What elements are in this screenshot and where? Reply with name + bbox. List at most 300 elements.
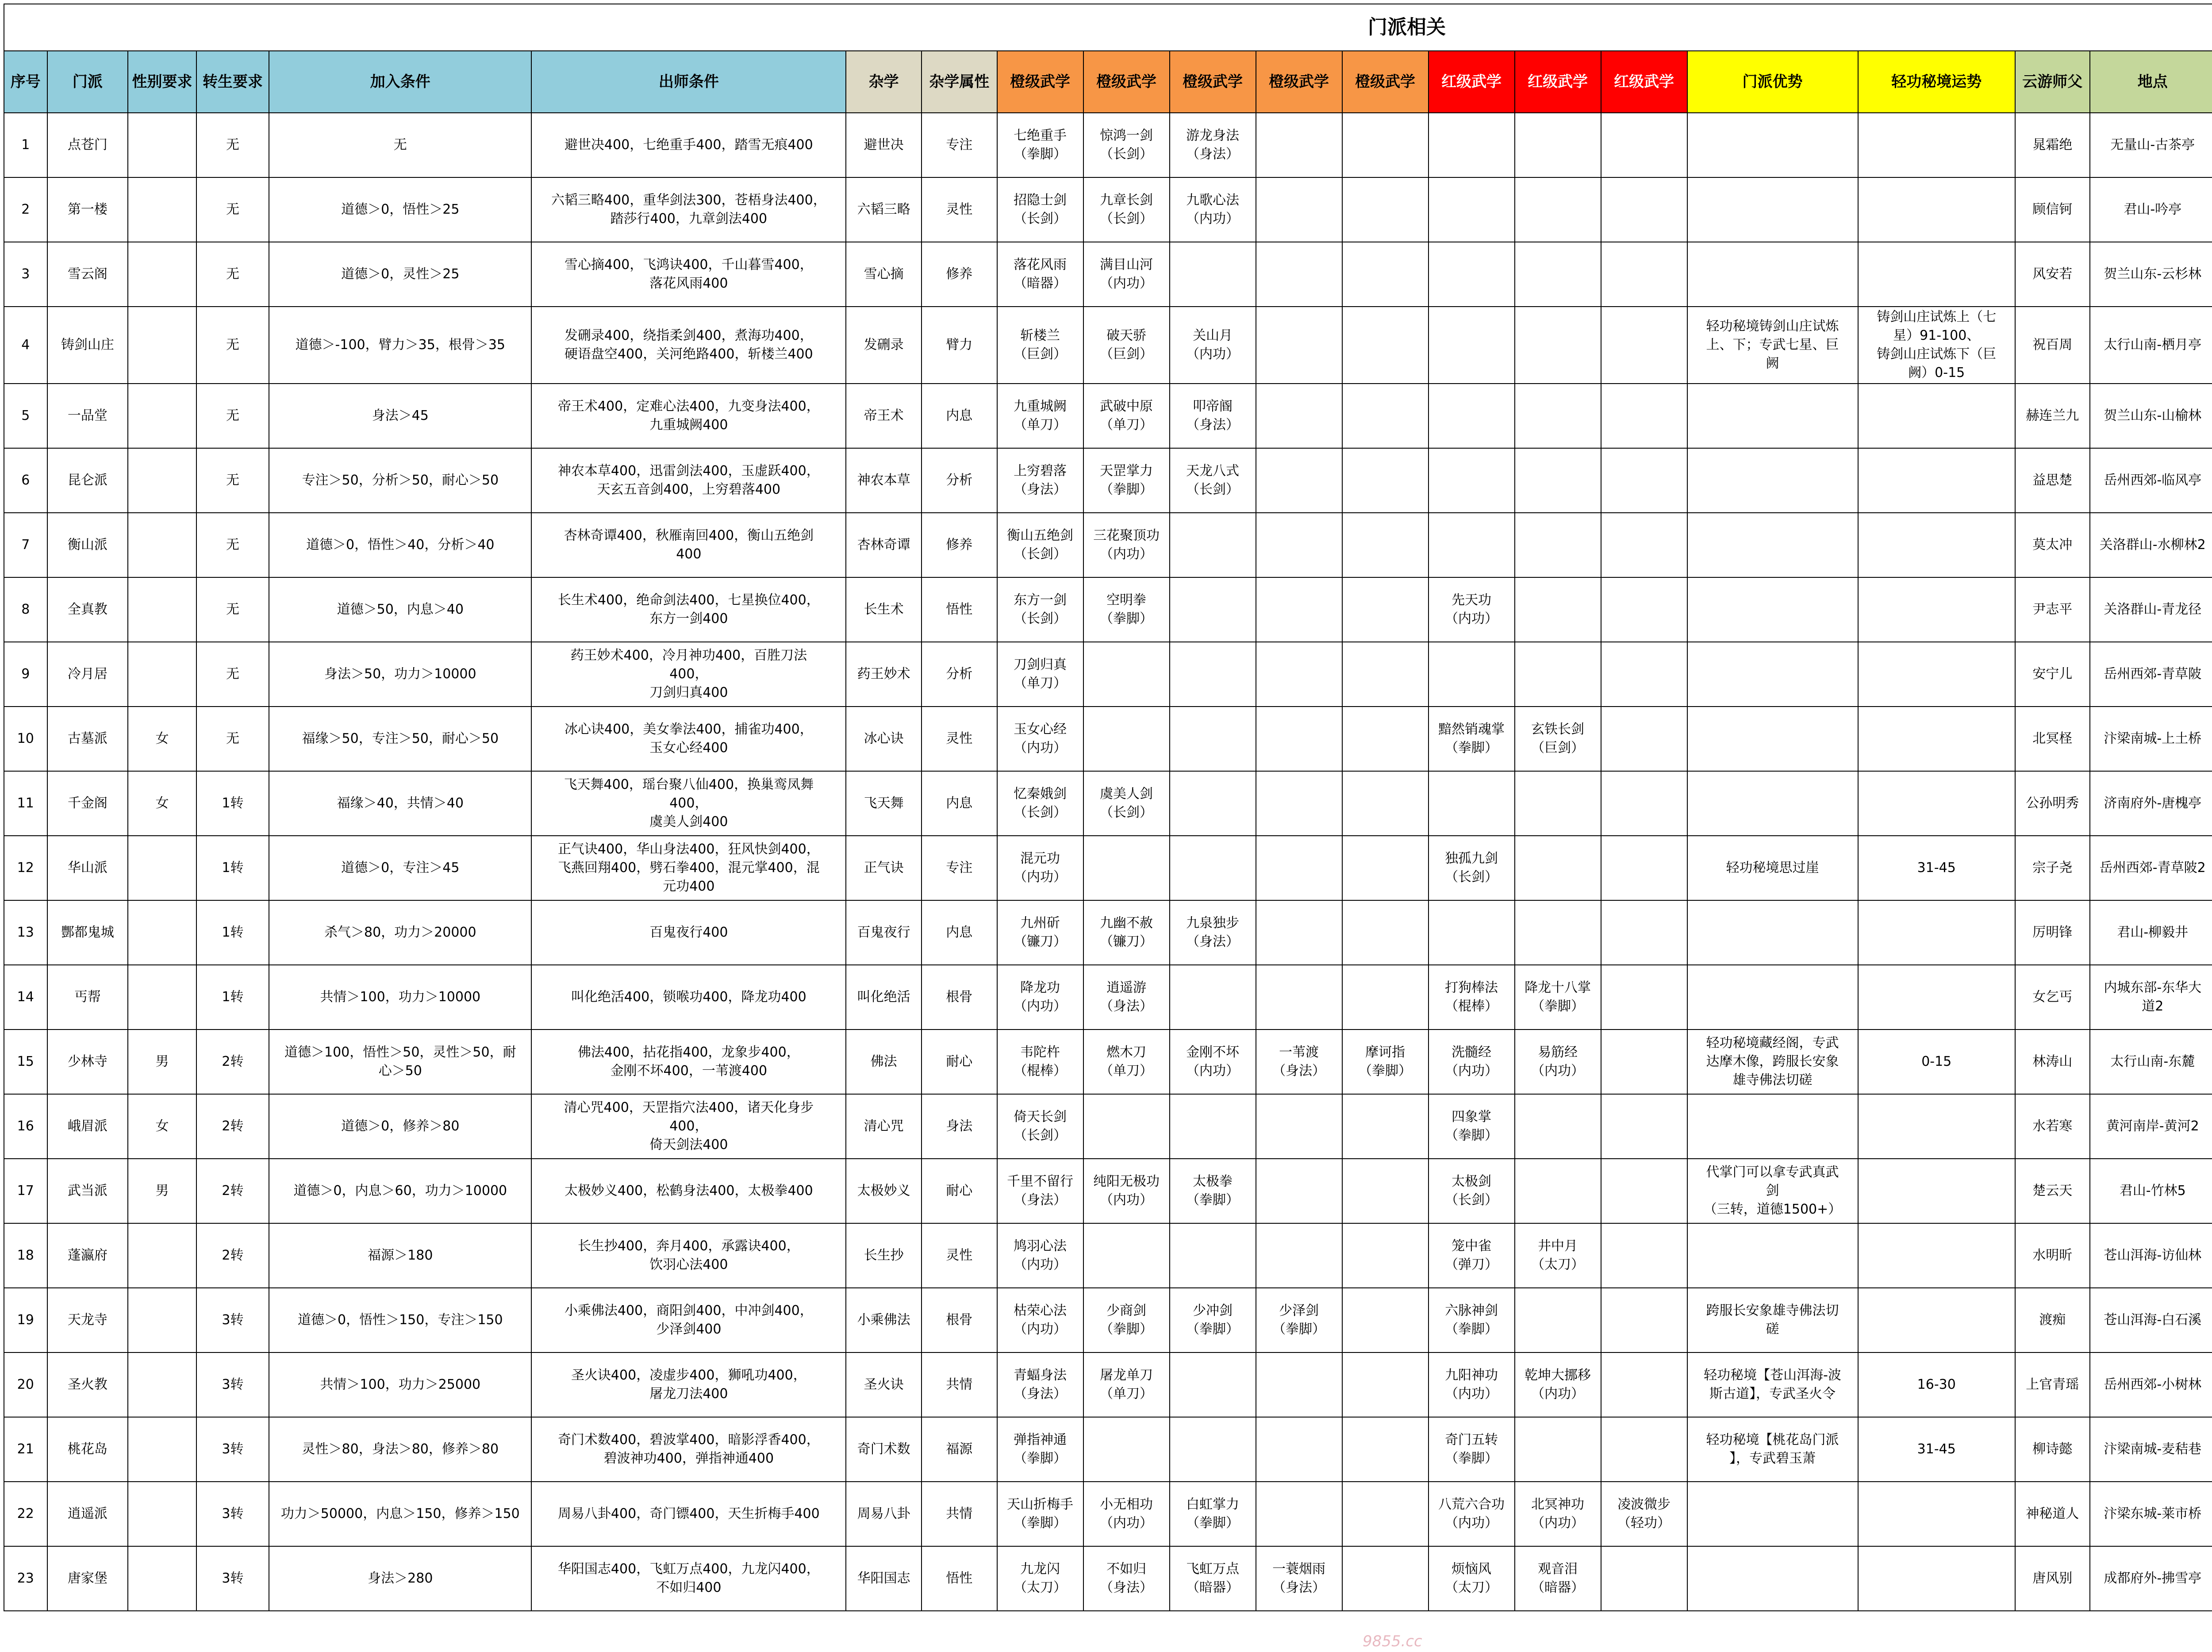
table-body — [4, 113, 2212, 1611]
table-cell — [1083, 642, 1170, 707]
table-cell — [1083, 1417, 1170, 1482]
table-cell: 招隐士剑 （长剑） — [997, 177, 1083, 242]
table-row — [4, 177, 2212, 242]
table-cell: 道德＞0，悟性＞40，分析＞40 — [269, 513, 531, 577]
table-cell — [1515, 177, 1601, 242]
table-cell — [1515, 577, 1601, 642]
table-cell — [128, 642, 196, 707]
table-cell: 道德＞50，内息＞40 — [269, 577, 531, 642]
table-cell: 19 — [4, 1288, 47, 1352]
table-cell: 女 — [128, 1094, 196, 1159]
table-cell — [1858, 1094, 2015, 1159]
table-cell: 宗子尧 — [2015, 836, 2090, 900]
table-cell: 身法＞45 — [269, 384, 531, 448]
table-row — [4, 384, 2212, 448]
table-cell: 内城东部-东华大 道2 — [2090, 965, 2212, 1030]
table-cell: 岳州西郊-临风亭 — [2090, 448, 2212, 513]
table-cell — [1858, 900, 2015, 965]
table-cell — [1858, 577, 2015, 642]
table-cell — [1601, 1159, 1687, 1223]
column-header: 门派 — [47, 51, 128, 113]
table-cell: 3转 — [196, 1288, 269, 1352]
table-cell: 帝王术 — [846, 384, 922, 448]
table-cell: 金刚不坏 （内功） — [1170, 1030, 1256, 1094]
table-cell: 杏林奇谭400，秋雁南回400，衡山五绝剑 400 — [531, 513, 846, 577]
table-cell: 避世决 — [846, 113, 922, 177]
table-cell: 降龙十八掌 （拳脚） — [1515, 965, 1601, 1030]
table-cell: 弹指神通 （拳脚） — [997, 1417, 1083, 1482]
table-cell — [1429, 177, 1515, 242]
table-cell — [1342, 1288, 1429, 1352]
table-cell — [1256, 307, 1342, 384]
table-cell: 水若寒 — [2015, 1094, 2090, 1159]
table-cell: 内息 — [922, 900, 997, 965]
table-cell — [1601, 577, 1687, 642]
table-cell: 关洛群山-水柳林2 — [2090, 513, 2212, 577]
table-row — [4, 900, 2212, 965]
table-cell: 祝百周 — [2015, 307, 2090, 384]
table-cell: 轻功秘境思过崖 — [1687, 836, 1858, 900]
table-cell — [1687, 771, 1858, 836]
table-cell: 叩帝阍 （身法） — [1170, 384, 1256, 448]
table-cell: 六韬三略 — [846, 177, 922, 242]
column-header: 出师条件 — [531, 51, 846, 113]
table-cell: 洗髓经 （内功） — [1429, 1030, 1515, 1094]
table-cell — [1170, 836, 1256, 900]
table-cell — [1858, 1288, 2015, 1352]
table-cell: 发硎录400，绕指柔剑400，煮海功400， 硬语盘空400，关河绝路400，斩楼兰400 — [531, 307, 846, 384]
table-cell: 小无相功 （内功） — [1083, 1482, 1170, 1546]
table-cell — [1170, 1352, 1256, 1417]
table-cell: 成都府外-拂雪亭 — [2090, 1546, 2212, 1611]
table-cell: 轻功秘境铸剑山庄试炼 上、下；专武七星、巨 阙 — [1687, 307, 1858, 384]
table-cell — [1858, 448, 2015, 513]
table-cell: 长生术 — [846, 577, 922, 642]
table-cell — [1601, 1030, 1687, 1094]
table-row — [4, 113, 2212, 177]
table-cell: 一蓑烟雨 （身法） — [1256, 1546, 1342, 1611]
table-cell — [1687, 177, 1858, 242]
table-cell: 黯然销魂掌 （拳脚） — [1429, 707, 1515, 771]
table-cell — [1083, 707, 1170, 771]
column-header: 红级武学 — [1515, 51, 1601, 113]
table-cell — [1256, 1482, 1342, 1546]
table-cell — [1256, 771, 1342, 836]
table-cell: 神秘道人 — [2015, 1482, 2090, 1546]
table-cell: 汴梁南城-上土桥 — [2090, 707, 2212, 771]
table-cell: 4 — [4, 307, 47, 384]
table-cell: 岳州西郊-青草陂 — [2090, 642, 2212, 707]
table-cell: 帝王术400，定难心法400，九变身法400， 九重城阙400 — [531, 384, 846, 448]
sect-table — [4, 4, 2212, 1611]
table-cell: 太行山南-东麓 — [2090, 1030, 2212, 1094]
table-cell: 蓬瀛府 — [47, 1223, 128, 1288]
table-cell: 笼中雀 （弹刀） — [1429, 1223, 1515, 1288]
table-cell: 六脉神剑 （拳脚） — [1429, 1288, 1515, 1352]
table-cell: 神农本草 — [846, 448, 922, 513]
table-cell: 圣火诀400，凌虚步400，狮吼功400， 屠龙刀法400 — [531, 1352, 846, 1417]
table-row — [4, 513, 2212, 577]
table-cell: 无 — [196, 642, 269, 707]
table-cell: 飞天舞 — [846, 771, 922, 836]
table-cell: 少林寺 — [47, 1030, 128, 1094]
table-cell: 道德＞0，修养＞80 — [269, 1094, 531, 1159]
table-cell: 四象掌 （拳脚） — [1429, 1094, 1515, 1159]
table-cell — [1687, 242, 1858, 307]
table-cell: 衡山派 — [47, 513, 128, 577]
column-header: 橙级武学 — [1170, 51, 1256, 113]
table-cell — [1858, 707, 2015, 771]
table-cell: 杀气＞80，功力＞20000 — [269, 900, 531, 965]
table-cell: 上官青瑶 — [2015, 1352, 2090, 1417]
table-cell — [128, 513, 196, 577]
table-cell: 无 — [196, 177, 269, 242]
table-cell: 1转 — [196, 965, 269, 1030]
table-cell: 华阳国志 — [846, 1546, 922, 1611]
column-header: 红级武学 — [1429, 51, 1515, 113]
table-cell — [1429, 900, 1515, 965]
table-cell: 晁霜绝 — [2015, 113, 2090, 177]
table-cell — [1342, 1482, 1429, 1546]
table-cell — [1429, 307, 1515, 384]
table-cell: 杏林奇谭 — [846, 513, 922, 577]
table-cell — [1601, 177, 1687, 242]
table-cell: 灵性＞80，身法＞80，修养＞80 — [269, 1417, 531, 1482]
table-cell: 功力＞50000，内息＞150，修养＞150 — [269, 1482, 531, 1546]
table-cell: 百鬼夜行400 — [531, 900, 846, 965]
table-cell — [1601, 242, 1687, 307]
table-row — [4, 1482, 2212, 1546]
table-cell — [1429, 242, 1515, 307]
table-cell: 5 — [4, 384, 47, 448]
table-cell: 道德＞0，悟性＞150，专注＞150 — [269, 1288, 531, 1352]
table-cell: 君山-竹林5 — [2090, 1159, 2212, 1223]
table-cell: 身法＞280 — [269, 1546, 531, 1611]
table-cell: 岳州西郊-小树林 — [2090, 1352, 2212, 1417]
table-cell: 6 — [4, 448, 47, 513]
table-cell: 轻功秘境【苍山洱海-波 斯古道】，专武圣火令 — [1687, 1352, 1858, 1417]
table-cell — [1342, 577, 1429, 642]
table-cell: 尹志平 — [2015, 577, 2090, 642]
table-row — [4, 577, 2212, 642]
table-cell: 修养 — [922, 513, 997, 577]
table-cell: 关山月 （内功） — [1170, 307, 1256, 384]
table-cell: 内息 — [922, 771, 997, 836]
table-cell: 1 — [4, 113, 47, 177]
table-cell: 一品堂 — [47, 384, 128, 448]
table-cell: 华山派 — [47, 836, 128, 900]
table-cell: 屠龙单刀 （单刀） — [1083, 1352, 1170, 1417]
table-cell — [1858, 1482, 2015, 1546]
table-cell — [1342, 965, 1429, 1030]
table-cell: 共情＞100，功力＞25000 — [269, 1352, 531, 1417]
header-row — [4, 51, 2212, 113]
table-cell: 灵性 — [922, 707, 997, 771]
table-cell — [1515, 900, 1601, 965]
table-cell — [128, 577, 196, 642]
table-cell: 天罡掌力 （拳脚） — [1083, 448, 1170, 513]
table-cell — [1342, 836, 1429, 900]
table-cell: 叫化绝活400，锁喉功400，降龙功400 — [531, 965, 846, 1030]
table-cell — [1515, 1288, 1601, 1352]
table-cell: 女 — [128, 771, 196, 836]
table-cell: 17 — [4, 1159, 47, 1223]
table-cell — [1342, 1094, 1429, 1159]
table-cell — [128, 900, 196, 965]
table-cell: 15 — [4, 1030, 47, 1094]
table-cell: 游龙身法 （身法） — [1170, 113, 1256, 177]
table-cell: 九歌心法 （内功） — [1170, 177, 1256, 242]
table-cell — [1256, 577, 1342, 642]
table-cell: 共情 — [922, 1482, 997, 1546]
table-row — [4, 1223, 2212, 1288]
table-cell: 根骨 — [922, 965, 997, 1030]
table-cell — [1601, 1546, 1687, 1611]
table-cell — [1170, 771, 1256, 836]
table-row — [4, 642, 2212, 707]
table-cell: 易筋经 （内功） — [1515, 1030, 1601, 1094]
column-header: 轻功秘境运势 — [1858, 51, 2015, 113]
table-row — [4, 1352, 2212, 1417]
table-cell — [128, 1223, 196, 1288]
table-cell — [1858, 384, 2015, 448]
table-cell: 清心咒400，天罡指穴法400，诸天化身步 400， 倚天剑法400 — [531, 1094, 846, 1159]
table-cell — [1601, 1094, 1687, 1159]
table-cell — [1256, 707, 1342, 771]
table-cell: 道德＞0，专注＞45 — [269, 836, 531, 900]
table-cell: 独孤九剑 （长剑） — [1429, 836, 1515, 900]
table-row — [4, 1546, 2212, 1611]
table-cell: 分析 — [922, 642, 997, 707]
table-cell: 八荒六合功 （内功） — [1429, 1482, 1515, 1546]
table-cell: 叫化绝活 — [846, 965, 922, 1030]
table-cell: 百鬼夜行 — [846, 900, 922, 965]
table-cell: 3转 — [196, 1546, 269, 1611]
table-cell: 落花风雨 （暗器） — [997, 242, 1083, 307]
table-cell: 福缘＞50，专注＞50，耐心＞50 — [269, 707, 531, 771]
table-cell: 福缘＞40，共情＞40 — [269, 771, 531, 836]
table-cell: 摩诃指 （拳脚） — [1342, 1030, 1429, 1094]
table-cell: 周易八卦400，奇门镖400，天生折梅手400 — [531, 1482, 846, 1546]
table-cell — [1256, 1159, 1342, 1223]
table-cell — [1601, 965, 1687, 1030]
table-cell — [1342, 1352, 1429, 1417]
table-cell: 3 — [4, 242, 47, 307]
table-cell: 青蝠身法 （身法） — [997, 1352, 1083, 1417]
table-cell — [1256, 1094, 1342, 1159]
table-row — [4, 242, 2212, 307]
table-cell — [128, 448, 196, 513]
table-cell — [1858, 642, 2015, 707]
table-cell: 天龙八式 （长剑） — [1170, 448, 1256, 513]
table-cell: 长生术400，绝命剑法400，七星换位400， 东方一剑400 — [531, 577, 846, 642]
table-cell: 专注＞50，分析＞50，耐心＞50 — [269, 448, 531, 513]
table-cell — [1687, 1223, 1858, 1288]
table-cell — [1170, 642, 1256, 707]
table-cell: 圣火教 — [47, 1352, 128, 1417]
table-cell: 共情＞100，功力＞10000 — [269, 965, 531, 1030]
table-cell: 一苇渡 （身法） — [1256, 1030, 1342, 1094]
table-cell — [1429, 513, 1515, 577]
table-cell: 枯荣心法 （内功） — [997, 1288, 1083, 1352]
table-title: 门派相关 — [4, 4, 2212, 51]
table-cell — [128, 965, 196, 1030]
table-cell — [1256, 1352, 1342, 1417]
table-cell: 公孙明秀 — [2015, 771, 2090, 836]
column-header: 门派优势 — [1687, 51, 1858, 113]
table-cell: 雪心摘 — [846, 242, 922, 307]
table-cell — [1515, 642, 1601, 707]
table-cell — [1256, 113, 1342, 177]
table-cell — [1429, 642, 1515, 707]
table-cell: 圣火诀 — [846, 1352, 922, 1417]
table-cell — [1515, 242, 1601, 307]
table-cell — [1601, 513, 1687, 577]
table-cell: 九章长剑 （长剑） — [1083, 177, 1170, 242]
table-cell: 福源 — [922, 1417, 997, 1482]
table-cell: 长生抄400，奔月400，承露诀400， 饮羽心法400 — [531, 1223, 846, 1288]
table-cell — [1687, 642, 1858, 707]
table-cell: 天龙寺 — [47, 1288, 128, 1352]
table-cell: 丐帮 — [47, 965, 128, 1030]
table-cell — [128, 1482, 196, 1546]
table-cell: 井中月 （太刀） — [1515, 1223, 1601, 1288]
table-cell: 千金阁 — [47, 771, 128, 836]
column-header: 性别要求 — [128, 51, 196, 113]
table-cell: 贺兰山东-云杉林 — [2090, 242, 2212, 307]
table-cell — [1256, 242, 1342, 307]
table-cell: 臂力 — [922, 307, 997, 384]
table-cell: 凌波微步 （轻功） — [1601, 1482, 1687, 1546]
table-cell — [1601, 384, 1687, 448]
table-cell — [1601, 448, 1687, 513]
table-cell: 燃木刀 （单刀） — [1083, 1030, 1170, 1094]
table-cell: 鸠羽心法 （内功） — [997, 1223, 1083, 1288]
table-cell: 三花聚顶功 （内功） — [1083, 513, 1170, 577]
table-cell — [1429, 384, 1515, 448]
table-cell — [1858, 177, 2015, 242]
table-cell: 长生抄 — [846, 1223, 922, 1288]
table-cell: 悟性 — [922, 1546, 997, 1611]
table-cell — [1687, 900, 1858, 965]
table-cell — [1687, 1094, 1858, 1159]
table-cell: 九幽不赦 （镰刀） — [1083, 900, 1170, 965]
table-cell: 北冥神功 （内功） — [1515, 1482, 1601, 1546]
table-cell: 身法＞50，功力＞10000 — [269, 642, 531, 707]
table-cell — [1601, 1223, 1687, 1288]
table-cell: 灵性 — [922, 1223, 997, 1288]
table-cell: 无量山-古茶亭 — [2090, 113, 2212, 177]
table-cell: 18 — [4, 1223, 47, 1288]
table-cell: 1转 — [196, 771, 269, 836]
table-cell: 奇门五转 （拳脚） — [1429, 1417, 1515, 1482]
table-cell — [1256, 900, 1342, 965]
table-cell: 混元功 （内功） — [997, 836, 1083, 900]
column-header: 橙级武学 — [1342, 51, 1429, 113]
table-cell — [1601, 836, 1687, 900]
table-cell: 苍山洱海-访仙林 — [2090, 1223, 2212, 1288]
table-cell — [128, 242, 196, 307]
table-cell — [1515, 113, 1601, 177]
table-cell: 无 — [196, 577, 269, 642]
table-cell: 无 — [196, 707, 269, 771]
table-cell — [1687, 1546, 1858, 1611]
table-cell: 20 — [4, 1352, 47, 1417]
table-cell: 正气诀 — [846, 836, 922, 900]
table-cell: 分析 — [922, 448, 997, 513]
table-cell: 身法 — [922, 1094, 997, 1159]
table-cell — [1342, 1417, 1429, 1482]
table-cell — [128, 177, 196, 242]
table-cell — [1687, 577, 1858, 642]
table-cell: 太行山南-栖月亭 — [2090, 307, 2212, 384]
table-cell — [1601, 642, 1687, 707]
table-cell — [1601, 1288, 1687, 1352]
column-header: 加入条件 — [269, 51, 531, 113]
table-cell: 少商剑 （拳脚） — [1083, 1288, 1170, 1352]
table-cell: 冷月居 — [47, 642, 128, 707]
table-cell — [1601, 1417, 1687, 1482]
table-cell: 无 — [196, 448, 269, 513]
table-cell — [1256, 177, 1342, 242]
table-cell — [1515, 384, 1601, 448]
table-cell: 玉女心经 （内功） — [997, 707, 1083, 771]
table-cell: 共情 — [922, 1352, 997, 1417]
table-cell: 岳州西郊-青草陂2 — [2090, 836, 2212, 900]
table-cell — [1858, 1223, 2015, 1288]
table-cell: 武当派 — [47, 1159, 128, 1223]
table-cell: 根骨 — [922, 1288, 997, 1352]
table-cell: 君山-吟亭 — [2090, 177, 2212, 242]
table-cell: 小乘佛法400，商阳剑400，中冲剑400， 少泽剑400 — [531, 1288, 846, 1352]
table-cell: 奇门术数400，碧波掌400，暗影浮香400， 碧波神功400，弹指神通400 — [531, 1417, 846, 1482]
table-row — [4, 965, 2212, 1030]
table-cell — [1342, 771, 1429, 836]
table-cell: 莫太冲 — [2015, 513, 2090, 577]
table-cell: 无 — [196, 307, 269, 384]
table-cell: 降龙功 （内功） — [997, 965, 1083, 1030]
table-cell: 武破中原 （单刀） — [1083, 384, 1170, 448]
table-cell: 无 — [196, 384, 269, 448]
table-cell: 7 — [4, 513, 47, 577]
table-cell: 雪心摘400，飞鸿诀400，千山暮雪400， 落花风雨400 — [531, 242, 846, 307]
table-cell — [1083, 836, 1170, 900]
table-cell: 汴梁南城-麦秸巷 — [2090, 1417, 2212, 1482]
table-cell: 2 — [4, 177, 47, 242]
table-cell: 满目山河 （内功） — [1083, 242, 1170, 307]
table-row — [4, 707, 2212, 771]
table-cell: 31-45 — [1858, 1417, 2015, 1482]
table-cell — [1083, 1094, 1170, 1159]
table-cell: 女 — [128, 707, 196, 771]
table-cell: 女乞丐 — [2015, 965, 2090, 1030]
table-cell — [1083, 1223, 1170, 1288]
table-row — [4, 1159, 2212, 1223]
table-cell: 虞美人剑 （长剑） — [1083, 771, 1170, 836]
table-cell — [1687, 965, 1858, 1030]
table-cell: 14 — [4, 965, 47, 1030]
column-header: 橙级武学 — [997, 51, 1083, 113]
table-cell — [1170, 513, 1256, 577]
table-cell: 跨服长安象雄寺佛法切 磋 — [1687, 1288, 1858, 1352]
table-cell: 0-15 — [1858, 1030, 2015, 1094]
table-cell: 太极妙义 — [846, 1159, 922, 1223]
spreadsheet — [4, 4, 2212, 1611]
table-cell — [1858, 242, 2015, 307]
table-cell: 耐心 — [922, 1030, 997, 1094]
table-cell: 厉明锋 — [2015, 900, 2090, 965]
table-cell: 小乘佛法 — [846, 1288, 922, 1352]
